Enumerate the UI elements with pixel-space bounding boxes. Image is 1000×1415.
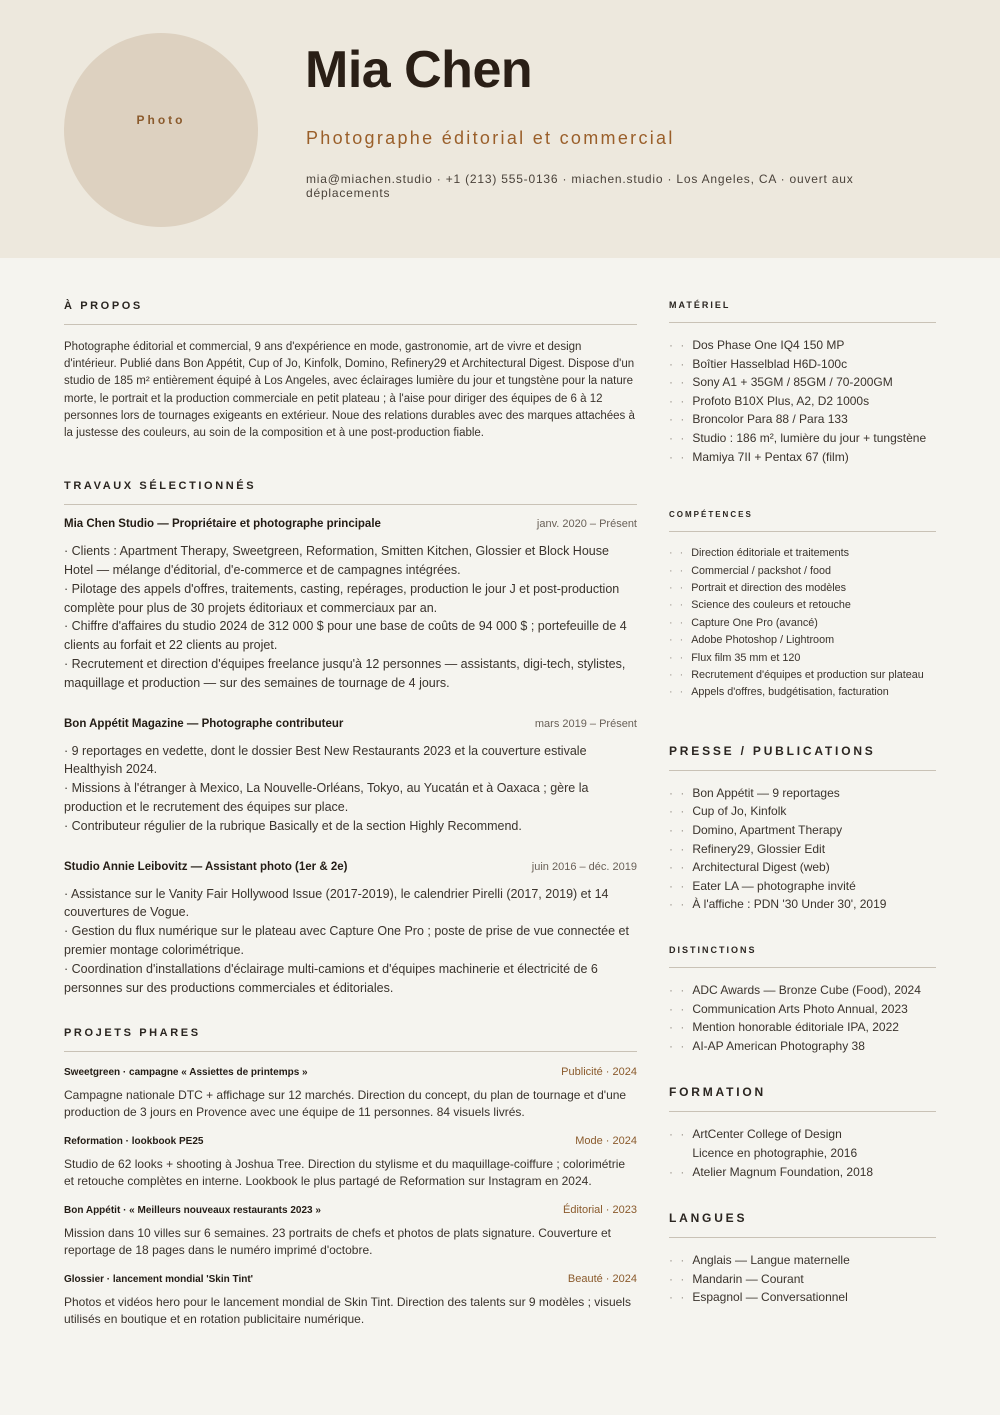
project-description: Photos et vidéos hero pour le lancement mondial de Skin Tint. Direction des talents sur 9 modèles ; visuels utilisés en boutique et en rotation publicitaire numérique. bbox=[64, 1295, 631, 1327]
job-bullet: · Pilotage des appels d'offres, traitements, casting, repérages, production le jour J et post-production complète pour plus de 30 projets éditoriaux et commerciaux par an. bbox=[64, 581, 620, 615]
main-column bbox=[64, 300, 637, 1328]
job-bullet: · Contributeur régulier de la rubrique Basically et de la section Highly Recommend. bbox=[64, 818, 522, 833]
job-entry bbox=[64, 718, 637, 836]
contact-line: mia@miachen.studio · +1 (213) 555-0136 · miachen.studio · Los Angeles, CA · ouvert aux déplacements bbox=[306, 172, 854, 200]
job-title: Bon Appétit Magazine — Photographe contributeur bbox=[64, 717, 344, 730]
list-item: · · Espagnol — Conversationnel bbox=[669, 1290, 848, 1305]
project-category: Éditorial · 2023 bbox=[563, 1204, 637, 1217]
job-bullet: · Coordination d'installations d'éclairage multi-camions et d'équipes machinerie et électricité de 6 personnes sur des productions commerciales et éditoriales. bbox=[64, 961, 598, 995]
job-bullet: · Gestion du flux numérique sur le plateau avec Capture One Pro ; poste de prise de vue connectée et premier montage colorimétrique. bbox=[64, 924, 629, 957]
project-entry bbox=[64, 1273, 637, 1328]
job-bullet: · Chiffre d'affaires du studio 2024 de 312 000 $ pour une base de coûts de 94 000 $ ; portefeuille de 4 clients au forfait et 22 clients au projet. bbox=[64, 619, 627, 653]
job-bullet: · 9 reportages en vedette, dont le dossier Best New Restaurants 2023 et la couverture estivale Healthyish 2024. bbox=[64, 743, 587, 777]
person-name: Mia Chen bbox=[305, 41, 533, 99]
project-title: Reformation · lookbook PE25 bbox=[64, 1136, 204, 1148]
list-item: · · Mamiya 7II + Pentax 67 (film) bbox=[669, 449, 849, 464]
project-description: Studio de 62 looks + shooting à Joshua Tree. Direction du stylisme et du maquillage-coiffure ; colorimétrie et retouche complètes en interne. Lookbook le plus partagé de Reformation sur Instagram en 2024. bbox=[64, 1157, 626, 1189]
job-entry bbox=[64, 518, 637, 692]
list-item: · · Boîtier Hasselblad H6D-100c bbox=[669, 356, 848, 371]
list-item: · · Broncolor Para 88 / Para 133 bbox=[669, 412, 848, 427]
list-item: · · Profoto B10X Plus, A2, D2 1000s bbox=[669, 393, 870, 408]
section-title-skills: COMPÉTENCES bbox=[669, 510, 936, 532]
list-item: · · Direction éditoriale et traitements bbox=[669, 547, 850, 560]
languages-section bbox=[669, 1211, 936, 1307]
list-item: · · Mention honorable éditoriale IPA, 2022 bbox=[669, 1020, 899, 1035]
profile-photo-placeholder bbox=[64, 33, 258, 227]
project-category: Publicité · 2024 bbox=[561, 1066, 637, 1079]
section-title-projects: PROJETS PHARES bbox=[64, 1027, 637, 1052]
section-title-education: FORMATION bbox=[669, 1085, 936, 1112]
about-text: Photographe éditorial et commercial, 9 ans d'expérience en mode, gastronomie, art de vivre et design d'intérieur. Publié dans Bon Appétit, Cup of Jo, Kinfolk, Domino, Refinery29 et Architectural Digest. Dispose d'un studio de 185 m² entièrement équipé à Los Angeles, avec éclairages lumière du jour et tungstène pour la nature morte, le portrait et la production commerciale en petit plateau ; à l'aise pour diriger des équipes de 6 à 12 personnes lors de tournages exigeants en extérieur. Noue des relations durables avec des marques attachées à la justesse des couleurs, au soin de la composition et à une post-production fiable. bbox=[64, 341, 635, 440]
job-bullets bbox=[64, 885, 637, 998]
photo-label: Photo bbox=[136, 113, 186, 127]
project-entry bbox=[64, 1135, 637, 1190]
section-title-work: TRAVAUX SÉLECTIONNÉS bbox=[64, 480, 637, 505]
list-item: · · À l'affiche : PDN '30 Under 30', 2019 bbox=[669, 897, 887, 912]
project-title: Glossier · lancement mondial 'Skin Tint' bbox=[64, 1274, 254, 1286]
job-bullet: · Assistance sur le Vanity Fair Hollywood Issue (2017-2019), le calendrier Pirelli (2017, 2019) et 14 couvertures de Vogue. bbox=[64, 886, 609, 920]
list-item: · · Communication Arts Photo Annual, 2023 bbox=[669, 1001, 908, 1016]
equipment-section bbox=[669, 300, 936, 466]
list-item: Licence en photographie, 2016 bbox=[692, 1145, 858, 1160]
list-item: · · Appels d'offres, budgétisation, facturation bbox=[669, 686, 889, 699]
section-title-about: À PROPOS bbox=[64, 300, 637, 325]
job-title: Mia Chen Studio — Propriétaire et photographe principale bbox=[64, 518, 381, 531]
list-item: · · Architectural Digest (web) bbox=[669, 860, 830, 875]
list-item: · · ADC Awards — Bronze Cube (Food), 2024 bbox=[669, 982, 921, 997]
list-item: · · Domino, Apartment Therapy bbox=[669, 823, 843, 837]
list-item: · · Recrutement d'équipes et production sur plateau bbox=[669, 669, 924, 681]
education-list bbox=[669, 1125, 936, 1181]
list-item: · · Anglais — Langue maternelle bbox=[669, 1253, 850, 1268]
project-description: Campagne nationale DTC + affichage sur 12 marchés. Direction du concept, du plan de tournage et d'une production de 3 jours en Provence avec une équipe de 11 personnes. 84 visuels livrés. bbox=[64, 1088, 627, 1120]
list-item: · · Science des couleurs et retouche bbox=[669, 599, 851, 612]
job-bullet: · Clients : Apartment Therapy, Sweetgreen, Reformation, Smitten Kitchen, Glossier et Block House Hotel — mélange d'éditorial, d'e-commerce et de campagnes intégrées. bbox=[64, 544, 609, 578]
awards-list bbox=[669, 981, 936, 1055]
list-item: · · Adobe Photoshop / Lightroom bbox=[669, 634, 835, 647]
project-category: Mode · 2024 bbox=[575, 1135, 637, 1148]
section-title-languages: LANGUES bbox=[669, 1211, 936, 1238]
header-band bbox=[0, 0, 1000, 258]
job-date: mars 2019 – Présent bbox=[534, 717, 637, 730]
project-category: Beauté · 2024 bbox=[567, 1273, 637, 1286]
languages-list bbox=[669, 1251, 936, 1307]
job-title: Studio Annie Leibovitz — Assistant photo (1er & 2e) bbox=[64, 860, 348, 873]
list-item: · · Capture One Pro (avancé) bbox=[669, 616, 818, 629]
project-title: Sweetgreen · campagne « Assiettes de printemps » bbox=[64, 1067, 308, 1079]
list-item: · · ArtCenter College of Design bbox=[669, 1127, 842, 1142]
list-item: · · Flux film 35 mm et 120 bbox=[669, 651, 801, 664]
job-bullet: · Missions à l'étranger à Mexico, La Nouvelle-Orléans, Tokyo, au Yucatán et à Oaxaca ; gère la production et le recrutement des équipes sur place. bbox=[64, 781, 589, 814]
section-title-awards: DISTINCTIONS bbox=[669, 945, 936, 968]
press-section bbox=[669, 744, 936, 914]
equipment-list bbox=[669, 336, 936, 466]
job-date: juin 2016 – déc. 2019 bbox=[531, 860, 637, 873]
project-description: Mission dans 10 villes sur 6 semaines. 23 portraits de chefs et photos de plats signature. Couverture et reportage de 18 pages dans le numéro imprimé d'octobre. bbox=[64, 1226, 611, 1258]
job-role: Photographe éditorial et commercial bbox=[306, 128, 675, 148]
job-entry bbox=[64, 861, 637, 998]
list-item: · · Portrait et direction des modèles bbox=[669, 581, 847, 594]
awards-section bbox=[669, 945, 936, 1055]
skills-section bbox=[669, 510, 936, 702]
work-section bbox=[64, 480, 637, 997]
list-item: · · Refinery29, Glossier Edit bbox=[669, 841, 826, 856]
job-bullets bbox=[64, 742, 637, 836]
job-bullet: · Recrutement et direction d'équipes freelance jusqu'à 12 personnes — assistants, digi-tech, stylistes, maquillage et production — sur des semaines de tournage de 4 jours. bbox=[64, 657, 626, 690]
sidebar-column bbox=[669, 300, 936, 1307]
job-date: janv. 2020 – Présent bbox=[536, 518, 637, 531]
project-entry bbox=[64, 1066, 637, 1121]
list-item: · · AI-AP American Photography 38 bbox=[669, 1038, 865, 1053]
list-item: · · Mandarin — Courant bbox=[669, 1271, 804, 1286]
job-bullets bbox=[64, 542, 637, 692]
list-item: · · Eater LA — photographe invité bbox=[669, 878, 856, 893]
list-item: · · Commercial / packshot / food bbox=[669, 564, 832, 577]
list-item: · · Bon Appétit — 9 reportages bbox=[669, 785, 840, 800]
project-title: Bon Appétit · « Meilleurs nouveaux restaurants 2023 » bbox=[64, 1205, 321, 1217]
project-entry bbox=[64, 1204, 637, 1259]
press-list bbox=[669, 784, 936, 914]
list-item: · · Dos Phase One IQ4 150 MP bbox=[669, 338, 845, 352]
list-item: · · Sony A1 + 35GM / 85GM / 70-200GM bbox=[669, 375, 893, 390]
section-title-press: PRESSE / PUBLICATIONS bbox=[669, 744, 936, 771]
education-section bbox=[669, 1085, 936, 1181]
skills-list bbox=[669, 545, 936, 702]
section-title-equipment: MATÉRIEL bbox=[669, 300, 936, 323]
list-item: · · Cup of Jo, Kinfolk bbox=[669, 804, 787, 819]
list-item: · · Atelier Magnum Foundation, 2018 bbox=[669, 1164, 874, 1179]
list-item: · · Studio : 186 m², lumière du jour + tungstène bbox=[669, 430, 927, 445]
projects-section bbox=[64, 1027, 637, 1328]
about-section bbox=[64, 300, 637, 442]
